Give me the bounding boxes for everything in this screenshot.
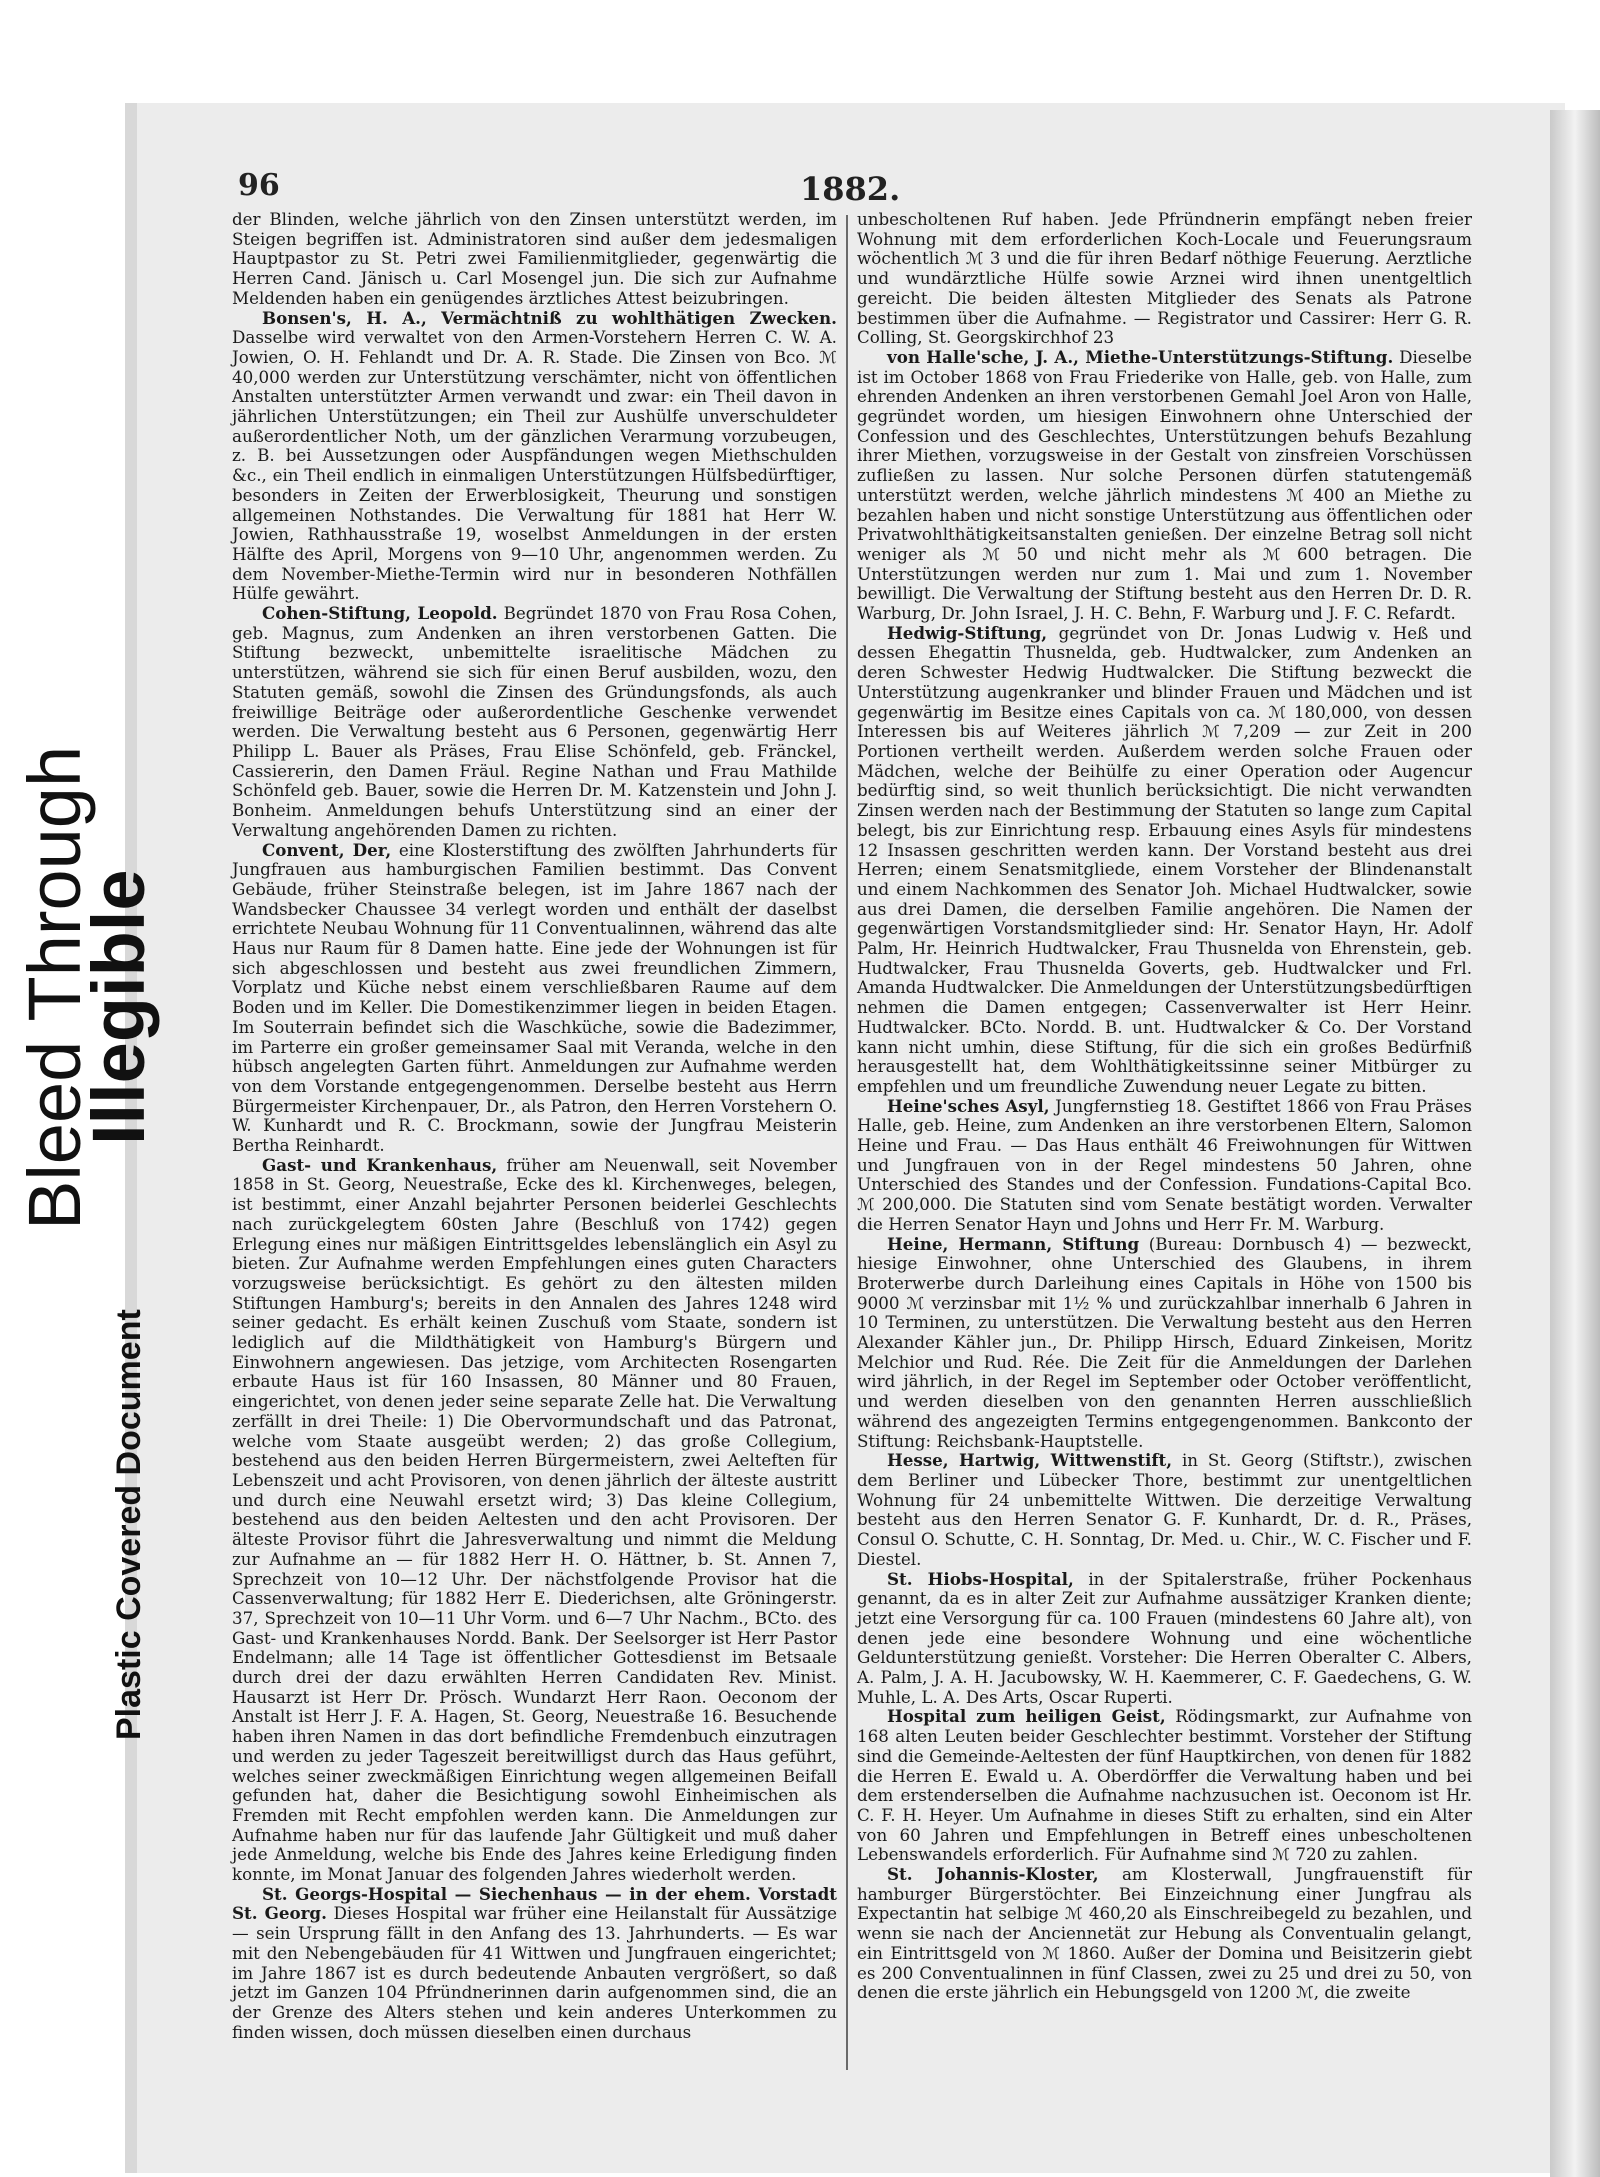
- entry-heading: Convent, Der,: [262, 839, 392, 860]
- entry-paragraph: [232, 309, 837, 605]
- entry-body: früher am Neuenwall, seit November 1858 in St. Georg, Neuestraße, Ecke des kl. Kirchenweges, belegen, ist bestimmt, einer Anzahl bejahrter Personen beiderlei Geschlechts nach zurückgelegtem 60sten Jahre (Beschluß von 1742) gegen Erlegung eines nur mäßigen Eintrittsgeldes lebenslänglich ein Asyl zu bieten. Zur Aufnahme werden Empfehlungen eines guten Characters vorzugsweise berücksichtigt. Es gehört zu den ältesten milden Stiftungen Hamburg's; bereits in den Annalen des Jahres 1248 wird seiner gedacht. Es erhält keinen Zuschuß vom Staate, sondern ist lediglich auf die Mildthätigkeit von Hamburg's Bürgern und Einwohnern angewiesen. Das jetzige, vom Architecten Rosengarten erbaute Haus ist für 160 Insassen, 80 Männer und 80 Frauen, eingerichtet, von denen jeder seine separate Zelle hat. Die Verwaltung zerfällt in drei Theile: 1) Die Obervormundschaft und das Patronat, welche vom Staate ausgeübt werden; 2) das große Collegium, bestehend aus den beiden Herren Bürgermeistern, zwei Aelteften für Lebenszeit und acht Provisoren, von denen jährlich der älteste austritt und durch eine Neuwahl ersetzt wird; 3) Das kleine Collegium, bestehend aus den beiden Aeltesten und den acht Provisoren. Der älteste Provisor führt die Jahresverwaltung und nimmt die Meldung zur Aufnahme an — für 1882 Herr H. O. Hättner, b. St. Annen 7, Sprechzeit von 10—12 Uhr. Der nächstfolgende Provisor hat die Cassenverwaltung; für 1882 Herr E. Diederichsen, alte Gröningerstr. 37, Sprechzeit von 10—11 Uhr Vorm. und 6—7 Uhr Nachm., BCto. des Gast- und Krankenhauses Nordd. Bank. Der Seelsorger ist Herr Pastor Endelmann; alle 14 Tage ist öffentlicher Gottesdienst im Betsaale durch drei der dazu erwählten Herren Candidaten Rev. Minist. Hausarzt ist Herr Dr. Prösch. Wundarzt Herr Raon. Oeconom der Anstalt ist Herr J. F. A. Hagen, St. Georg, Neuestraße 16. Besuchende haben ihren Namen in das dort befindliche Fremdenbuch einzutragen und werden zu jeder Tageszeit bereitwilligst durch das Haus geführt, welches seiner zweckmäßigen Einrichtung wegen allgemeinen Beifall gefunden hat, daher die Besichtigung sowohl Einheimischen als Fremden mit Recht empfohlen werden kann. Die Anmeldungen zur Aufnahme haben nur für das laufende Jahr Gültigkeit und muß daher jede Anmeldung, welche bis Ende des Jahres keine Erledigung finden konnte, im Monat Januar des folgenden Jahres wiederholt werden.: [232, 1154, 838, 1885]
- entry-heading: von Halle'sche, J. A., Miethe-Unterstützungs-Stiftung.: [887, 346, 1394, 367]
- right-column: [857, 210, 1472, 2003]
- entry-heading: Cohen-Stiftung, Leopold.: [262, 603, 498, 624]
- entry-paragraph: [857, 1865, 1472, 2003]
- entry-paragraph: [857, 1707, 1472, 1865]
- entry-body: Rödingsmarkt, zur Aufnahme von 168 alten Leuten beider Geschlechter bestimmt. Vorsteher der Stiftung sind die Gemeinde-Aeltesten der fünf Hauptkirchen, von denen für 1882 die Herren E. Ewald u. A. Oberdörffer die Verwaltung haben und bei dem erstenderselben die Aufnahme nachzusuchen ist. Oeconom ist Hr. C. F. H. Heyer. Um Aufnahme in dieses Stift zu erhalten, sind ein Alter von 60 Jahren und Empfehlungen in Betreff eines unbescholtenen Lebenswandels erforderlich. Für Aufnahme sind ℳ 720 zu zahlen.: [857, 1706, 1472, 1865]
- page-year-header: 1882.: [800, 170, 901, 208]
- entry-body: der Blinden, welche jährlich von den Zinsen unterstützt werden, im Steigen begriffen ist. Administratoren sind außer dem jedesmaligen Hauptpastor zu St. Petri zwei Familienmitglieder, gegenwärtig die Herren Cand. Jänisch u. Carl Mosengel jun. Die sich zur Aufnahme Meldenden haben ein genügendes ärztliches Attest beizubringen.: [232, 209, 837, 308]
- entry-paragraph: [232, 210, 837, 309]
- page-number: 96: [238, 168, 280, 203]
- entry-heading: Hesse, Hartwig, Wittwenstift,: [887, 1450, 1173, 1471]
- entry-body: am Klosterwall, Jungfrauenstift für hamburger Bürgerstöchter. Bei Einzeichnung einer Jungfrau als Expectantin hat selbige ℳ 460,20 als Einschreibegeld zu bezahlen, und wenn sie nach der Anciennetät zur Hebung als Conventualin gelangt, ein Eintrittsgeld von ℳ 1860. Außer der Domina und Beisitzerin giebt es 200 Conventualinnen in fünf Classen, zwei zu 25 und drei zu 50, von denen die erste jährlich ein Hebungsgeld von 1200 ℳ, die zweite: [857, 1864, 1472, 2003]
- entry-body: in St. Georg (Stiftstr.), zwischen dem Berliner und Lübecker Thore, bestimmt zur unentgeltlichen Wohnung für 24 unbemittelte Wittwen. Die derzeitige Verwaltung besteht aus den Herren Senator G. F. Kunhardt, Dr. d. R., Präses, Consul O. Schutte, C. H. Sonntag, Dr. Med. u. Chir., W. C. Fischer und F. Diestel.: [857, 1450, 1472, 1569]
- entry-paragraph: [857, 210, 1472, 348]
- entry-body: Begründet 1870 von Frau Rosa Cohen, geb. Magnus, zum Andenken an ihren verstorbenen Gatten. Die Stiftung bezweckt, unbemittelte israelitische Mädchen zu unterstützen, während sie sich für einen Beruf ausbilden, wozu, den Statuten gemäß, sowohl die Zinsen des Gründungsfonds, als auch freiwillige Beiträge oder außerordentliche Geschenke verwendet werden. Die Verwaltung besteht aus 6 Personen, gegenwärtig Herr Philipp L. Bauer als Präses, Frau Elise Schönfeld, geb. Fränckel, Cassiererin, den Damen Fräul. Regine Nathan und Frau Mathilde Schönfeld geb. Bauer, sowie die Herren Dr. M. Katzenstein und John J. Bonheim. Anmeldungen behufs Unterstützung sind an einer der Verwaltung angehörenden Damen zu richten.: [232, 603, 837, 840]
- entry-paragraph: [232, 604, 837, 840]
- entry-paragraph: [857, 1097, 1472, 1235]
- entry-heading: Bonsen's, H. A., Vermächtniß zu wohlthätigen Zwecken.: [262, 307, 837, 328]
- entry-body: Dieselbe ist im October 1868 von Frau Friederike von Halle, geb. von Halle, zum ehrenden Andenken an ihren verstorbenen Gemahl Joel Aron von Halle, gegründet worden, um hiesigen Einwohnern ohne Unterschied der Confession und des Geschlechtes, Unterstützungen behufs Bezahlung ihrer Miethen, vorzugsweise in der Gestalt von zinsfreien Vorschüssen zufließen zu lassen. Nur solche Personen dürfen statutengemäß unterstützt werden, welche jährlich mindestens ℳ 400 an Miethe zu bezahlen haben und nicht sonstige Unterstützung aus öffentlichen oder Privatwohlthätigkeitsanstalten genießen. Der einzelne Betrag soll nicht weniger als ℳ 50 und nicht mehr als ℳ 600 betragen. Die Unterstützungen werden nur zum 1. Mai und zum 1. November bewilligt. Die Verwaltung der Stiftung besteht aus den Herren Dr. D. R. Warburg, Dr. John Israel, J. H. C. Behn, F. Warburg und J. F. C. Refardt.: [857, 346, 1472, 624]
- illegible-label: Illegible: [77, 869, 160, 1145]
- entry-paragraph: [232, 1156, 837, 1885]
- entry-paragraph: [857, 348, 1472, 624]
- entry-body: Dasselbe wird verwaltet von den Armen-Vorstehern Herren C. W. A. Jowien, O. H. Fehlandt und Dr. A. R. Stade. Die Zinsen von Bco. ℳ 40,000 werden zur Unterstützung verschämter, nicht von öffentlichen Anstalten unterstützter Armen verwandt und zwar: ein Theil davon in jährlichen Unterstützungen; ein Theil zur Aushülfe unverschuldeter außerordentlicher Noth, um der gänzlichen Verarmung vorzubeugen, z. B. bei Aussetzungen oder Auspfändungen wegen Miethschulden &c., ein Theil endlich in einmaligen Unterstützungen Hülfsbedürftiger, besonders in Zeiten der Erwerblosigkeit, Theurung und sonstigen allgemeinen Nothstandes. Die Verwaltung für 1881 hat Herr W. Jowien, Rathhausstraße 19, woselbst Anmeldungen in der ersten Hälfte des April, Morgens von 9—10 Uhr, angenommen werden. Zu dem November-Miethe-Termin wird nur in besonderen Nothfällen Hülfe gewährt.: [232, 327, 837, 604]
- entry-paragraph: [857, 1235, 1472, 1452]
- entry-heading: Gast- und Krankenhaus,: [262, 1154, 498, 1175]
- entry-paragraph: [232, 1885, 837, 2043]
- entry-body: in der Spitalerstraße, früher Pockenhaus genannt, da es in alter Zeit zur Aufnahme aussätziger Kranken diente; jetzt eine Versorgung für ca. 100 Frauen (mindestens 60 Jahre alt), von denen jede eine besondere Wohnung und eine wöchentliche Geldunterstützung genießt. Vorsteher: Die Herren Oberalter C. Albers, A. Palm, J. A. H. Jacubowsky, W. H. Kaemmerer, C. F. Gaedechens, G. W. Muhle, L. A. Des Arts, Oscar Ruperti.: [857, 1568, 1472, 1707]
- entry-paragraph: [857, 1570, 1472, 1708]
- entry-heading: St. Georgs-Hospital — Siechenhaus — in der ehem. Vorstadt St. Georg.: [232, 1883, 837, 1924]
- entry-paragraph: [232, 841, 837, 1156]
- entry-heading: St. Johannis-Kloster,: [887, 1864, 1099, 1885]
- column-divider: [846, 215, 848, 2070]
- entry-body: Jungfernstieg 18. Gestiftet 1866 von Frau Präses Halle, geb. Heine, zum Andenken an ihre verstorbenen Eltern, Salomon Heine und Frau. — Das Haus enthält 46 Freiwohnungen für Wittwen und Jungfrauen von in der Regel mindestens 50 Jahren, ohne Unterschied des Standes und der Confession. Fundations-Capital Bco. ℳ 200,000. Die Statuten sind vom Senate bestätigt worden. Verwalter die Herren Senator Hayn und Johns und Herr Fr. M. Warburg.: [857, 1095, 1472, 1234]
- page-edge: [1550, 110, 1600, 2177]
- entry-body: (Bureau: Dornbusch 4) — bezweckt, hiesige Einwohner, ohne Unterschied des Glaubens, in ihrem Broterwerbe durch Darleihung eines Capitals in Höhe von 1500 bis 9000 ℳ verzinsbar mit 1½ % und zurückzahlbar innerhalb 6 Jahren in 10 Terminen, zu unterstützen. Die Verwaltung besteht aus den Herren Alexander Kähler jun., Dr. Philipp Hirsch, Eduard Zinkeisen, Moritz Melchior und Rud. Rée. Die Zeit für die Anmeldungen der Darlehen wird jährlich, in der Regel im September oder October veröffentlicht, und werden dieselben von den genannten Herren ausschließlich während des angezeigten Termins entgegengenommen. Bankconto der Stiftung: Reichsbank-Hauptstelle.: [857, 1233, 1472, 1451]
- entry-heading: Heine'sches Asyl,: [887, 1095, 1050, 1116]
- entry-heading: Hospital zum heiligen Geist,: [887, 1706, 1166, 1727]
- entry-body: eine Klosterstiftung des zwölften Jahrhunderts für Jungfrauen aus hamburgischen Familien bestimmt. Das Convent Gebäude, früher Steinstraße belegen, ist im Jahre 1867 nach der Wandsbecker Chaussee 34 verlegt worden und enthält der daselbst errichtete Neubau Wohnung für 11 Conventualinnen, während das alte Haus nur Raum für 8 Damen hatte. Eine jede der Wohnungen ist für sich abgeschlossen und besteht aus zwei freundlichen Zimmern, Vorplatz und Küche nebst einem verschließbaren Raume auf dem Boden und im Keller. Die Domestikenzimmer liegen in beiden Etagen. Im Souterrain befindet sich die Waschküche, sowie die Badezimmer, im Parterre ein großer gemeinsamer Saal mit Veranda, welche in den hübsch angelegten Garten führt. Anmeldungen zur Aufnahme werden von dem Vorstande entgegengenommen. Derselbe besteht aus Herrn Bürgermeister Kirchenpauer, Dr., als Patron, den Herren Vorstehern O. W. Kunhardt und R. C. Brockmann, sowie der Jungfrau Meisterin Bertha Reinhardt.: [232, 839, 837, 1156]
- entry-heading: Heine, Hermann, Stiftung: [887, 1233, 1140, 1254]
- entry-heading: St. Hiobs-Hospital,: [887, 1568, 1074, 1589]
- left-column: [232, 210, 837, 2042]
- entry-body: unbescholtenen Ruf haben. Jede Pfründnerin empfängt neben freier Wohnung mit dem erforderlichen Koch-Locale und Feuerungsraum wöchentlich ℳ 3 und die für ihren Bedarf nöthige Feuerung. Aerztliche und wundärztliche Hülfe sowie Arznei wird ihnen unentgeltlich gereicht. Die beiden ältesten Mitglieder des Senats als Patrone bestimmen über die Aufnahme. — Registrator und Cassirer: Herr G. R. Colling, St. Georgskirchhof 23: [857, 209, 1472, 348]
- entry-paragraph: [857, 624, 1472, 1097]
- entry-paragraph: [857, 1451, 1472, 1569]
- bleed-label: Bleed Through: [13, 745, 96, 1230]
- plastic-covered-label: Plastic Covered Document: [110, 1309, 148, 1740]
- entry-heading: Hedwig-Stiftung,: [887, 622, 1048, 643]
- entry-body: gegründet von Dr. Jonas Ludwig v. Heß und dessen Ehegattin Thusnelda, geb. Hudtwalcker, zum Andenken an deren Schwester Hedwig Hudtwalcker. Die Stiftung bezweckt die Unterstützung augenkranker und blinder Frauen und Mädchen und ist gegenwärtig im Besitze eines Capitals von ca. ℳ 180,000, von dessen Interessen bis auf Weiteres jährlich ℳ 7,209 — zur Zeit in 200 Portionen vertheilt werden. Außerdem werden solche Frauen oder Mädchen, welche der Beihülfe zu einer Operation oder Augencur bedürftig sind, so weit thunlich berücksichtigt. Die nicht verwandten Zinsen werden nach der Bestimmung der Statuten so lange zum Capital belegt, bis zur Einrichtung resp. Erbauung eines Asyls für mindestens 12 Insassen geschritten werden kann. Der Vorstand besteht aus drei Herren; einem Senatsmitgliede, einem Vorsteher der Blindenanstalt und einem Nachkommen des Senator Joh. Michael Hudtwalcker, sowie aus drei Damen, die derselben Familie angehören. Die Namen der gegenwärtigen Vorstandsmitglieder sind: Hr. Senator Hayn, Hr. Adolf Palm, Hr. Heinrich Hudtwalcker, Frau Thusnelda von Ehrenstein, geb. Hudtwalcker, Frau Thusnelda Goverts, geb. Hudtwalcker und Frl. Amanda Hudtwalcker. Die Anmeldungen der Unterstützungsbedürftigen nehmen die Damen entgegen; Cassenverwalter ist Herr Heinr. Hudtwalcker. BCto. Nordd. B. unt. Hudtwalcker & Co. Der Vorstand kann nicht umhin, diese Stiftung, für die sich ein großes Bedürfniß herausgestellt hat, dem Wohlthätigkeitssinne seiner Mitbürger zu empfehlen und um freundliche Zuwendung neuer Legate zu bitten.: [857, 622, 1472, 1096]
- entry-body: Dieses Hospital war früher eine Heilanstalt für Aussätzige — sein Ursprung fällt in den Anfang des 13. Jahrhunderts. — Es war mit den Nebengebäuden für 41 Wittwen und Jungfrauen eingerichtet; im Jahre 1867 ist es durch bedeutende Anbauten vergrößert, so daß jetzt im Ganzen 104 Pfründnerinnen darin aufgenommen sind, die an der Grenze des Alters stehen und kein anderes Unterkommen zu finden wissen, doch müssen dieselben einen durchaus: [232, 1903, 837, 2042]
